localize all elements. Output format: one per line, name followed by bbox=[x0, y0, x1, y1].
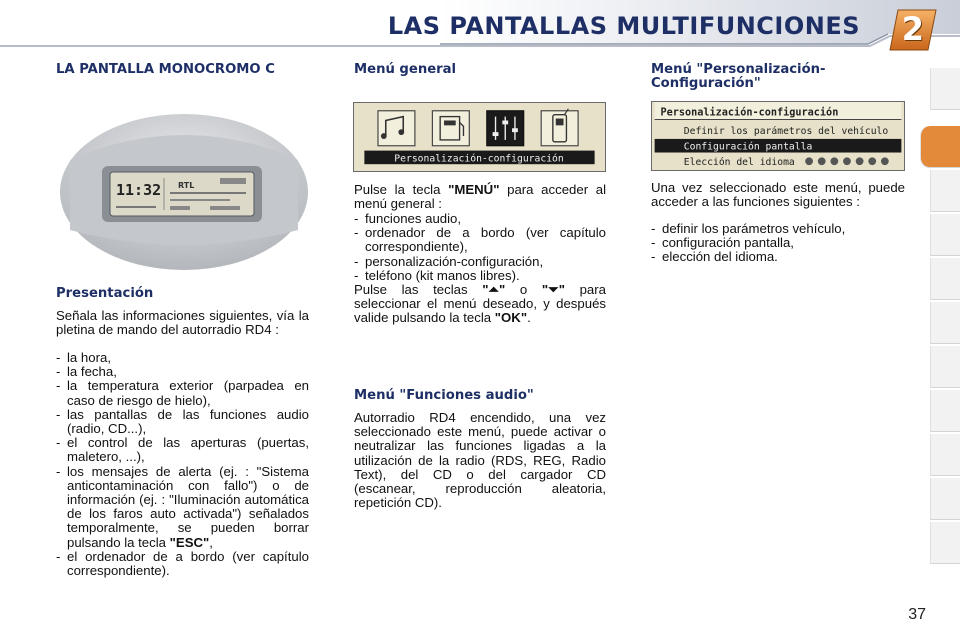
photo-radio: RTL bbox=[178, 181, 195, 190]
personalization-list bbox=[651, 222, 905, 265]
photo-clock: 11:32 bbox=[116, 181, 162, 199]
esc-tail: , bbox=[209, 534, 213, 550]
monochrome-screen-title: LA PANTALLA MONOCROMO C bbox=[56, 62, 275, 77]
list-item: - la fecha, bbox=[56, 365, 309, 379]
list-item: - elección del idioma. bbox=[651, 250, 905, 264]
down-key: "⏷" bbox=[541, 282, 565, 297]
page-number: 37 bbox=[908, 606, 926, 623]
chapter-tab-1[interactable] bbox=[930, 68, 960, 110]
list-item bbox=[56, 465, 309, 550]
general-menu-title: Menú general bbox=[354, 62, 457, 77]
chapter-tab-11[interactable] bbox=[930, 522, 960, 564]
chapter-tab-6[interactable] bbox=[930, 302, 960, 344]
list-item: - definir los parámetros vehículo, bbox=[651, 222, 905, 236]
presentation-list bbox=[56, 351, 309, 578]
screen-selected-label: Personalización-configuración bbox=[394, 153, 564, 165]
screen-row-language: Elección del idioma bbox=[683, 157, 795, 169]
list-item: - ordenador de a bordo (ver capítulo correspondiente), bbox=[354, 226, 606, 254]
personalization-intro: Una vez seleccionado este menú, puede acceder a las funciones siguientes : bbox=[651, 180, 905, 210]
ok-key: "OK" bbox=[494, 310, 528, 326]
nav-pre-text: Pulse las teclas bbox=[354, 282, 468, 297]
list-item: - personalización-configuración, bbox=[354, 255, 606, 269]
presentation-intro: Señala las informaciones siguientes, vía la pletina de mando del autorradio RD4 : bbox=[56, 308, 309, 338]
screen-header: Personalización-configuración bbox=[660, 107, 839, 119]
chapter-thumb-tabs bbox=[930, 68, 960, 578]
presentation-heading: Presentación bbox=[56, 286, 154, 301]
menu-key: "MENÚ" bbox=[448, 182, 500, 197]
general-menu-list bbox=[354, 212, 606, 283]
list-item: - el control de las aperturas (puertas, maletero, ...), bbox=[56, 436, 309, 464]
navigation-instructions bbox=[354, 283, 606, 326]
audio-functions-title: Menú "Funciones audio" bbox=[354, 388, 534, 403]
chapter-tab-7[interactable] bbox=[930, 346, 960, 388]
list-item: - la hora, bbox=[56, 351, 309, 365]
screen-row-vehicle: Definir los parámetros del vehículo bbox=[683, 126, 889, 138]
audio-menu-icon bbox=[378, 111, 415, 146]
chapter-tab-2-active[interactable] bbox=[920, 126, 960, 168]
list-item: - la temperatura exterior (parpadea en caso de riesgo de hielo), bbox=[56, 379, 309, 407]
dashboard-display-photo bbox=[60, 100, 308, 270]
settings-menu-icon bbox=[487, 111, 524, 146]
personalization-title: Menú "Personalización-Configuración" bbox=[651, 62, 826, 92]
list-item: - teléfono (kit manos libres). bbox=[354, 269, 606, 283]
nav-or-text: o bbox=[519, 282, 528, 297]
nav-end-text: . bbox=[527, 310, 531, 326]
nav-mid-text: para seleccionar el menú deseado, y después valide pulsando la tecla bbox=[354, 282, 606, 326]
list-item: - funciones audio, bbox=[354, 212, 606, 226]
list-item: - configuración pantalla, bbox=[651, 236, 905, 250]
esc-key: "ESC" bbox=[169, 534, 210, 550]
chapter-tab-9[interactable] bbox=[930, 434, 960, 476]
chapter-tab-4[interactable] bbox=[930, 214, 960, 256]
telephone-menu-icon bbox=[541, 109, 578, 146]
chapter-number: 2 bbox=[901, 10, 924, 48]
screen-row-display: Configuración pantalla bbox=[683, 141, 813, 153]
general-menu-screen bbox=[353, 102, 606, 172]
chapter-tab-3[interactable] bbox=[930, 170, 960, 212]
up-key: "⏶" bbox=[482, 282, 506, 297]
audio-functions-text: Autorradio RD4 encendido, una vez seleccionado este menú, puede activar o neutralizar las funciones ligadas a la utilización de la radio (RDS, REG, Radio Text), del CD o del cargador CD (escanear, reproducción aleatoria, repetición CD). bbox=[354, 410, 606, 511]
trip-computer-icon bbox=[432, 111, 469, 146]
intro-pre-text: Pulse la tecla bbox=[354, 182, 441, 197]
list-item: - las pantallas de las funciones audio (radio, CD...), bbox=[56, 408, 309, 436]
chapter-title: LAS PANTALLAS MULTIFUNCIONES bbox=[387, 12, 860, 40]
list-item: - el ordenador de a bordo (ver capítulo correspondiente). bbox=[56, 550, 309, 578]
alert-messages-text: los mensajes de alerta (ej. : "Sistema anticontaminación con fallo") o de información (ej. : "Iluminación automática de los faros auto activada") señalados temporalmente, se pueden borrar pulsando la tecla bbox=[67, 463, 309, 550]
personalization-screen bbox=[651, 101, 905, 171]
intro-post-text: para acceder al menú general : bbox=[354, 182, 607, 212]
chapter-tab-10[interactable] bbox=[930, 478, 960, 520]
chapter-tab-8[interactable] bbox=[930, 390, 960, 432]
chapter-tab-5[interactable] bbox=[930, 258, 960, 300]
general-menu-intro bbox=[354, 183, 606, 211]
